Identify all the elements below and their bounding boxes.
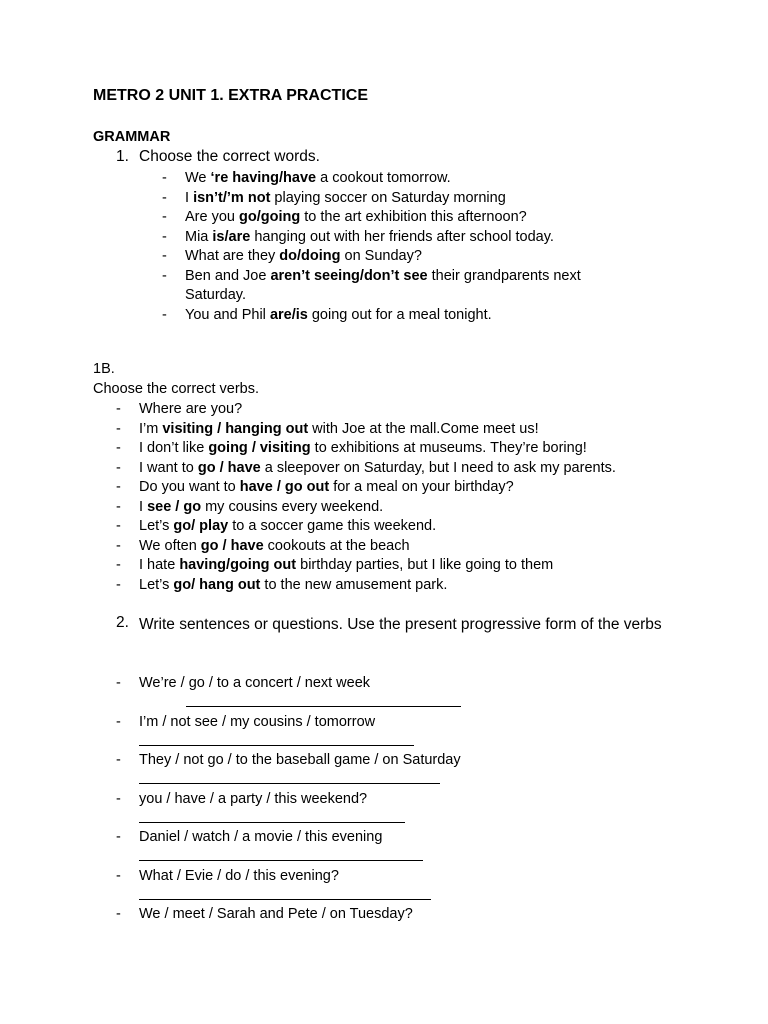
answer-line[interactable]: [139, 745, 414, 746]
document-title: METRO 2 UNIT 1. EXTRA PRACTICE: [93, 87, 368, 104]
answer-options: visiting / hanging out: [162, 420, 309, 437]
prompt-text: They / not go / to the baseball game / on Saturday: [139, 752, 461, 768]
exercise-2-item: [116, 714, 676, 753]
list-dash: -: [116, 537, 121, 554]
answer-options: see / go: [147, 498, 202, 515]
answer-line[interactable]: [139, 899, 431, 900]
exercise-1b-item: - Let’s go/ play to a soccer game this weekend.: [116, 517, 676, 537]
answer-options: going / visiting: [208, 440, 311, 456]
list-dash: -: [116, 498, 121, 515]
exercise-2-item: [116, 752, 676, 791]
exercise-1-number: 1.: [116, 148, 129, 165]
prompt-text: you / have / a party / this weekend?: [139, 790, 368, 807]
exercise-1-item: - We ‘re having/have a cookout tomorrow.: [162, 169, 622, 189]
answer-options: ‘re having/have: [210, 170, 317, 186]
exercise-2-item: [116, 829, 676, 868]
list-dash: -: [116, 479, 121, 495]
answer-options: go/ hang out: [173, 576, 261, 593]
answer-line[interactable]: [139, 822, 405, 823]
exercise-1-item: - Are you go/going to the art exhibition this afternoon?: [162, 208, 622, 228]
exercise-1-item: - I isn’t/’m not playing soccer on Saturday morning: [162, 189, 622, 209]
exercise-1b-item: - I hate having/going out birthday parties, but I like going to them: [116, 556, 676, 576]
list-dash: -: [162, 306, 167, 323]
answer-options: aren’t seeing/don’t see: [270, 267, 428, 284]
answer-options: go / have: [197, 459, 261, 476]
prompt-text: What / Evie / do / this evening?: [139, 867, 339, 884]
section-heading-grammar: GRAMMAR: [93, 129, 171, 145]
list-dash: -: [162, 170, 167, 186]
list-dash: -: [116, 752, 121, 768]
exercise-1b-item: - I want to go / have a sleepover on Saturday, but I need to ask my parents.: [116, 459, 676, 479]
list-dash: -: [116, 420, 121, 437]
prompt-text: I’m / not see / my cousins / tomorrow: [139, 713, 376, 730]
list-dash: -: [162, 228, 167, 245]
exercise-1-list: [162, 169, 622, 325]
list-dash: -: [116, 790, 121, 807]
list-dash: -: [162, 267, 167, 284]
exercise-2-item: [116, 906, 676, 945]
exercise-1b-item: - I see / go my cousins every weekend.: [116, 498, 676, 518]
exercise-2-item: [116, 791, 676, 830]
answer-line[interactable]: [139, 860, 423, 861]
exercise-2-item: [116, 675, 676, 714]
list-dash: -: [162, 189, 167, 206]
exercise-1b-item: - We often go / have cookouts at the beach: [116, 537, 676, 557]
prompt-text: We’re / go / to a concert / next week: [139, 675, 371, 691]
list-dash: -: [116, 829, 121, 845]
answer-options: go / have: [200, 537, 264, 554]
answer-options: having/going out: [179, 557, 297, 573]
exercise-1b-number: 1B.: [93, 361, 115, 377]
list-dash: -: [116, 401, 121, 417]
list-dash: -: [162, 209, 167, 225]
list-dash: -: [116, 675, 121, 691]
list-dash: -: [116, 576, 121, 593]
exercise-1-item: - Mia is/are hanging out with her friends after school today.: [162, 228, 622, 248]
exercise-1-instruction: Choose the correct words.: [139, 148, 320, 165]
exercise-2-instruction: Write sentences or questions. Use the present progressive form of the verbs: [139, 616, 662, 633]
exercise-1b-item: - I’m visiting / hanging out with Joe at the mall.Come meet us!: [116, 420, 676, 440]
answer-options: do/doing: [279, 248, 341, 264]
prompt-text: Daniel / watch / a movie / this evening: [139, 829, 383, 845]
list-dash: -: [116, 440, 121, 456]
exercise-2-item: [116, 868, 676, 907]
exercise-1b-item: - Where are you?: [116, 400, 676, 420]
exercise-1b-instruction: Choose the correct verbs.: [93, 381, 260, 397]
list-dash: -: [116, 867, 121, 884]
answer-line[interactable]: [139, 783, 440, 784]
answer-options: have / go out: [239, 479, 330, 495]
exercise-1b-item: - Do you want to have / go out for a meal on your birthday?: [116, 478, 676, 498]
exercise-2-number: 2.: [116, 614, 129, 631]
list-dash: -: [116, 459, 121, 476]
exercise-1b-item: - Let’s go/ hang out to the new amusement park.: [116, 576, 676, 596]
exercise-1b-list: [116, 400, 676, 595]
exercise-1-item: - Ben and Joe aren’t seeing/don’t see their grandparents next Saturday.: [162, 267, 581, 303]
answer-options: are/is: [269, 306, 308, 323]
list-dash: -: [116, 713, 121, 730]
exercise-1b-item: - I don’t like going / visiting to exhibitions at museums. They’re boring!: [116, 439, 676, 459]
prompt-text: We / meet / Sarah and Pete / on Tuesday?: [139, 906, 413, 922]
answer-line[interactable]: [186, 706, 461, 707]
answer-options: isn’t/’m not: [193, 189, 271, 206]
list-dash: -: [116, 518, 121, 534]
list-dash: -: [116, 906, 121, 922]
list-dash: -: [162, 248, 167, 264]
answer-options: go/ play: [173, 518, 229, 534]
answer-options: is/are: [212, 228, 251, 245]
exercise-1-item: - What are they do/doing on Sunday?: [162, 247, 622, 267]
exercise-2-list: [116, 675, 676, 945]
exercise-1-item: - You and Phil are/is going out for a meal tonight.: [162, 306, 622, 326]
answer-options: go/going: [239, 209, 301, 225]
list-dash: -: [116, 557, 121, 573]
